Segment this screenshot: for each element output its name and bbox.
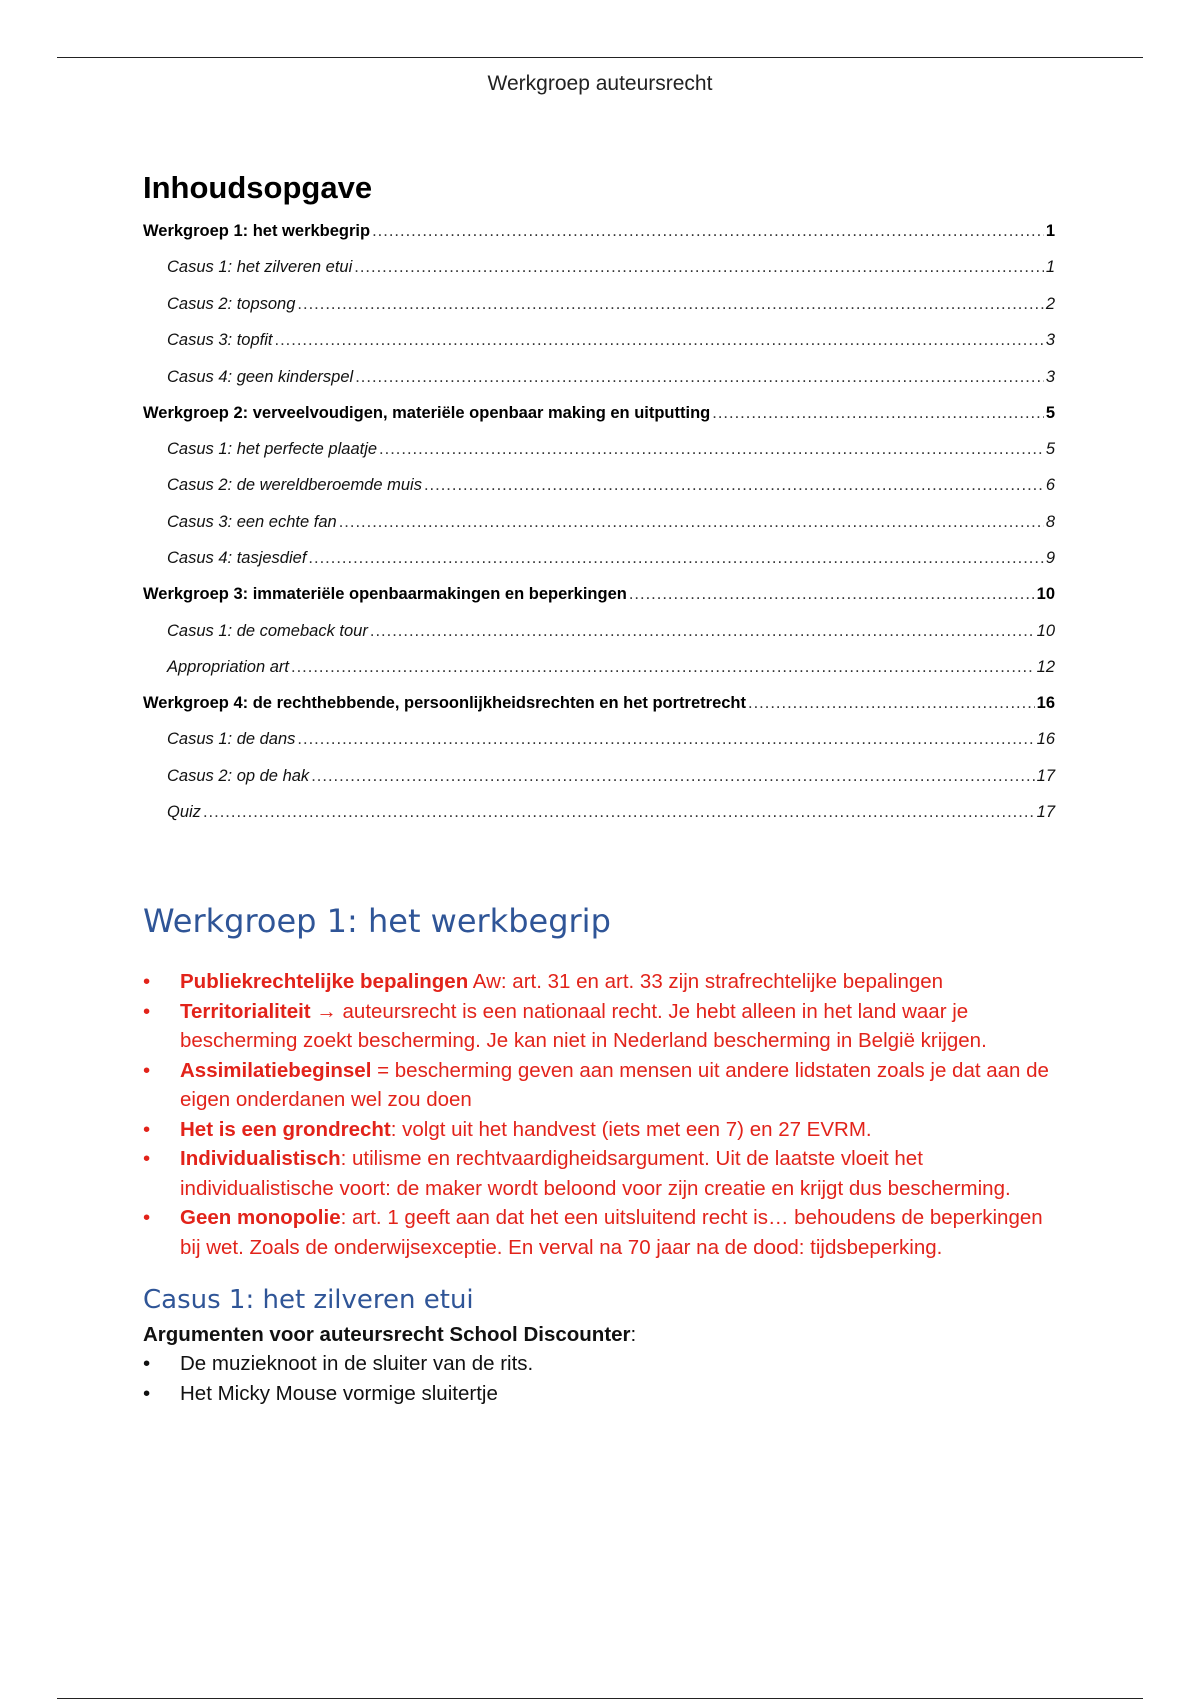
table-of-contents (143, 220, 1055, 823)
subsection-heading-casus-1: Casus 1: het zilveren etui (143, 1285, 474, 1316)
list-item (143, 1379, 1055, 1409)
toc-entry-werkgroep-3[interactable] (143, 583, 1055, 605)
toc-leader (297, 728, 1034, 750)
toc-entry-casus[interactable] (143, 801, 1055, 823)
list-item-term: Territorialiteit (180, 999, 311, 1023)
list-item-text: : art. 1 geeft aan dat het een uitsluitend recht is… behoudens de beperkingen bij wet. Zoals de onderwijsexceptie. En verval na 70 jaar na de dood: tijdsbeperking. (180, 1206, 1043, 1259)
list-item-text: : utilisme en rechtvaardigheidsargument. Uit de laatste vloeit het individualistische voort: de maker wordt beloond voor zijn creatie en krijgt dus bescherming. (180, 1147, 1011, 1200)
toc-entry-title: Casus 1: het zilveren etui (167, 258, 353, 277)
toc-leader (424, 474, 1044, 496)
toc-leader (379, 438, 1044, 460)
toc-entry-casus[interactable] (143, 511, 1055, 533)
toc-entry-title: Casus 3: een echte fan (167, 512, 337, 531)
toc-entry-title: Casus 3: topfit (167, 331, 273, 350)
section-heading-werkgroep-1: Werkgroep 1: het werkbegrip (143, 902, 611, 941)
bullet-icon: • (143, 1352, 151, 1376)
toc-entry-title: Werkgroep 3: immateriële openbaarmakingen en beperkingen (143, 585, 627, 604)
toc-leader (203, 801, 1035, 823)
toc-entry-page: 6 (1045, 476, 1055, 495)
toc-entry-page: 5 (1045, 403, 1055, 422)
document-body (143, 160, 1055, 1409)
toc-entry-werkgroep-2[interactable] (143, 402, 1055, 424)
toc-leader (748, 692, 1035, 714)
toc-leader (629, 583, 1035, 605)
list-item (143, 967, 1055, 997)
toc-entry-casus[interactable] (143, 256, 1055, 278)
toc-leader (355, 366, 1044, 388)
header-rule (57, 57, 1143, 58)
list-item-text: → auteursrecht is een nationaal recht. Je hebt alleen in het land waar je bescherming zoekt bescherming. Je kan niet in Nederland bescherming in België krijgen. (180, 999, 987, 1053)
toc-leader (339, 511, 1044, 533)
toc-entry-casus[interactable] (143, 474, 1055, 496)
toc-entry-casus[interactable] (143, 547, 1055, 569)
toc-leader (274, 329, 1043, 351)
list-item (143, 1144, 1055, 1203)
toc-entry-title: Casus 1: het perfecte plaatje (167, 439, 378, 458)
toc-entry-title: Werkgroep 4: de rechthebbende, persoonlijkheidsrechten en het portretrecht (143, 693, 746, 712)
page-header-title: Werkgroep auteursrecht (487, 72, 713, 95)
toc-entry-page: 5 (1045, 439, 1055, 458)
bullet-icon: • (143, 1206, 151, 1230)
list-item (143, 1056, 1055, 1115)
toc-entry-werkgroep-1[interactable] (143, 220, 1055, 242)
list-item-text: = bescherming geven aan mensen uit andere lidstaten zoals je dat aan de eigen onderdanen wel zou doen (180, 1058, 1049, 1112)
toc-entry-casus[interactable] (143, 656, 1055, 678)
toc-leader (372, 220, 1044, 242)
toc-entry-casus[interactable] (143, 366, 1055, 388)
toc-leader (297, 293, 1043, 315)
arguments-lead-title: Argumenten voor auteursrecht School Discounter (143, 1323, 631, 1347)
list-item-term: Individualistisch (180, 1147, 341, 1171)
toc-leader (354, 256, 1044, 278)
list-item-term: Geen monopolie (180, 1206, 341, 1230)
bullet-icon: • (143, 970, 151, 994)
toc-entry-page: 10 (1036, 621, 1055, 640)
toc-entry-page: 16 (1036, 693, 1055, 712)
toc-entry-page: 8 (1045, 512, 1055, 531)
toc-entry-page: 3 (1045, 331, 1055, 350)
list-item-text: De muzieknoot in de sluiter van de rits. (180, 1352, 534, 1376)
toc-leader (712, 402, 1044, 424)
toc-entry-title: Casus 1: de comeback tour (167, 621, 368, 640)
toc-entry-title: Werkgroep 2: verveelvoudigen, materiële openbaar making en uitputting (143, 403, 711, 422)
principles-list (143, 967, 1055, 1262)
list-item (143, 1349, 1055, 1379)
list-item-text: Het Micky Mouse vormige sluitertje (180, 1382, 498, 1406)
toc-entry-casus[interactable] (143, 728, 1055, 750)
toc-entry-title: Appropriation art (167, 657, 289, 676)
toc-entry-title: Casus 2: topsong (167, 294, 296, 313)
toc-leader (370, 620, 1035, 642)
toc-leader (291, 656, 1035, 678)
list-item (143, 1115, 1055, 1145)
toc-entry-casus[interactable] (143, 293, 1055, 315)
toc-entry-title: Werkgroep 1: het werkbegrip (143, 222, 371, 240)
toc-entry-title: Casus 2: de wereldberoemde muis (167, 476, 422, 495)
toc-entry-title: Casus 4: tasjesdief (167, 549, 307, 568)
list-item-term: Het is een grondrecht (180, 1117, 391, 1141)
toc-entry-casus[interactable] (143, 329, 1055, 351)
toc-entry-title: Casus 4: geen kinderspel (167, 367, 354, 386)
toc-entry-page: 12 (1036, 657, 1055, 676)
list-item (143, 1203, 1055, 1262)
toc-entry-page: 17 (1036, 766, 1055, 785)
footer-rule (57, 1698, 1143, 1699)
toc-entry-werkgroep-4[interactable] (143, 692, 1055, 714)
toc-leader (308, 547, 1043, 569)
toc-entry-page: 1 (1045, 258, 1055, 277)
list-item-text: : volgt uit het handvest (iets met een 7) en 27 EVRM. (390, 1117, 872, 1141)
toc-entry-page: 17 (1036, 803, 1055, 822)
toc-entry-title: Casus 2: op de hak (167, 766, 310, 785)
toc-entry-casus[interactable] (143, 438, 1055, 460)
bullet-icon: • (143, 1382, 151, 1406)
arguments-lead-colon: : (630, 1323, 637, 1347)
bullet-icon: • (143, 1147, 151, 1171)
arguments-lead (143, 1320, 1055, 1349)
list-item-text: Aw: art. 31 en art. 33 zijn strafrechtelijke bepalingen (468, 970, 944, 994)
toc-entry-page: 10 (1036, 585, 1055, 604)
list-item (143, 997, 1055, 1056)
bullet-icon: • (143, 999, 151, 1023)
toc-entry-page: 9 (1045, 549, 1055, 568)
toc-entry-casus[interactable] (143, 620, 1055, 642)
toc-entry-title: Casus 1: de dans (167, 730, 296, 749)
list-item-term: Assimilatiebeginsel (180, 1058, 372, 1082)
toc-entry-page: 16 (1036, 730, 1055, 749)
toc-entry-page: 3 (1045, 367, 1055, 386)
toc-entry-title: Quiz (167, 803, 201, 822)
toc-entry-casus[interactable] (143, 765, 1055, 787)
toc-title: Inhoudsopgave (143, 170, 373, 205)
toc-entry-page: 1 (1045, 222, 1055, 240)
list-item-term: Publiekrechtelijke bepalingen (180, 970, 469, 994)
bullet-icon: • (143, 1117, 151, 1141)
toc-leader (311, 765, 1034, 787)
arguments-list (143, 1349, 1055, 1409)
bullet-icon: • (143, 1058, 151, 1082)
toc-entry-page: 2 (1045, 294, 1055, 313)
